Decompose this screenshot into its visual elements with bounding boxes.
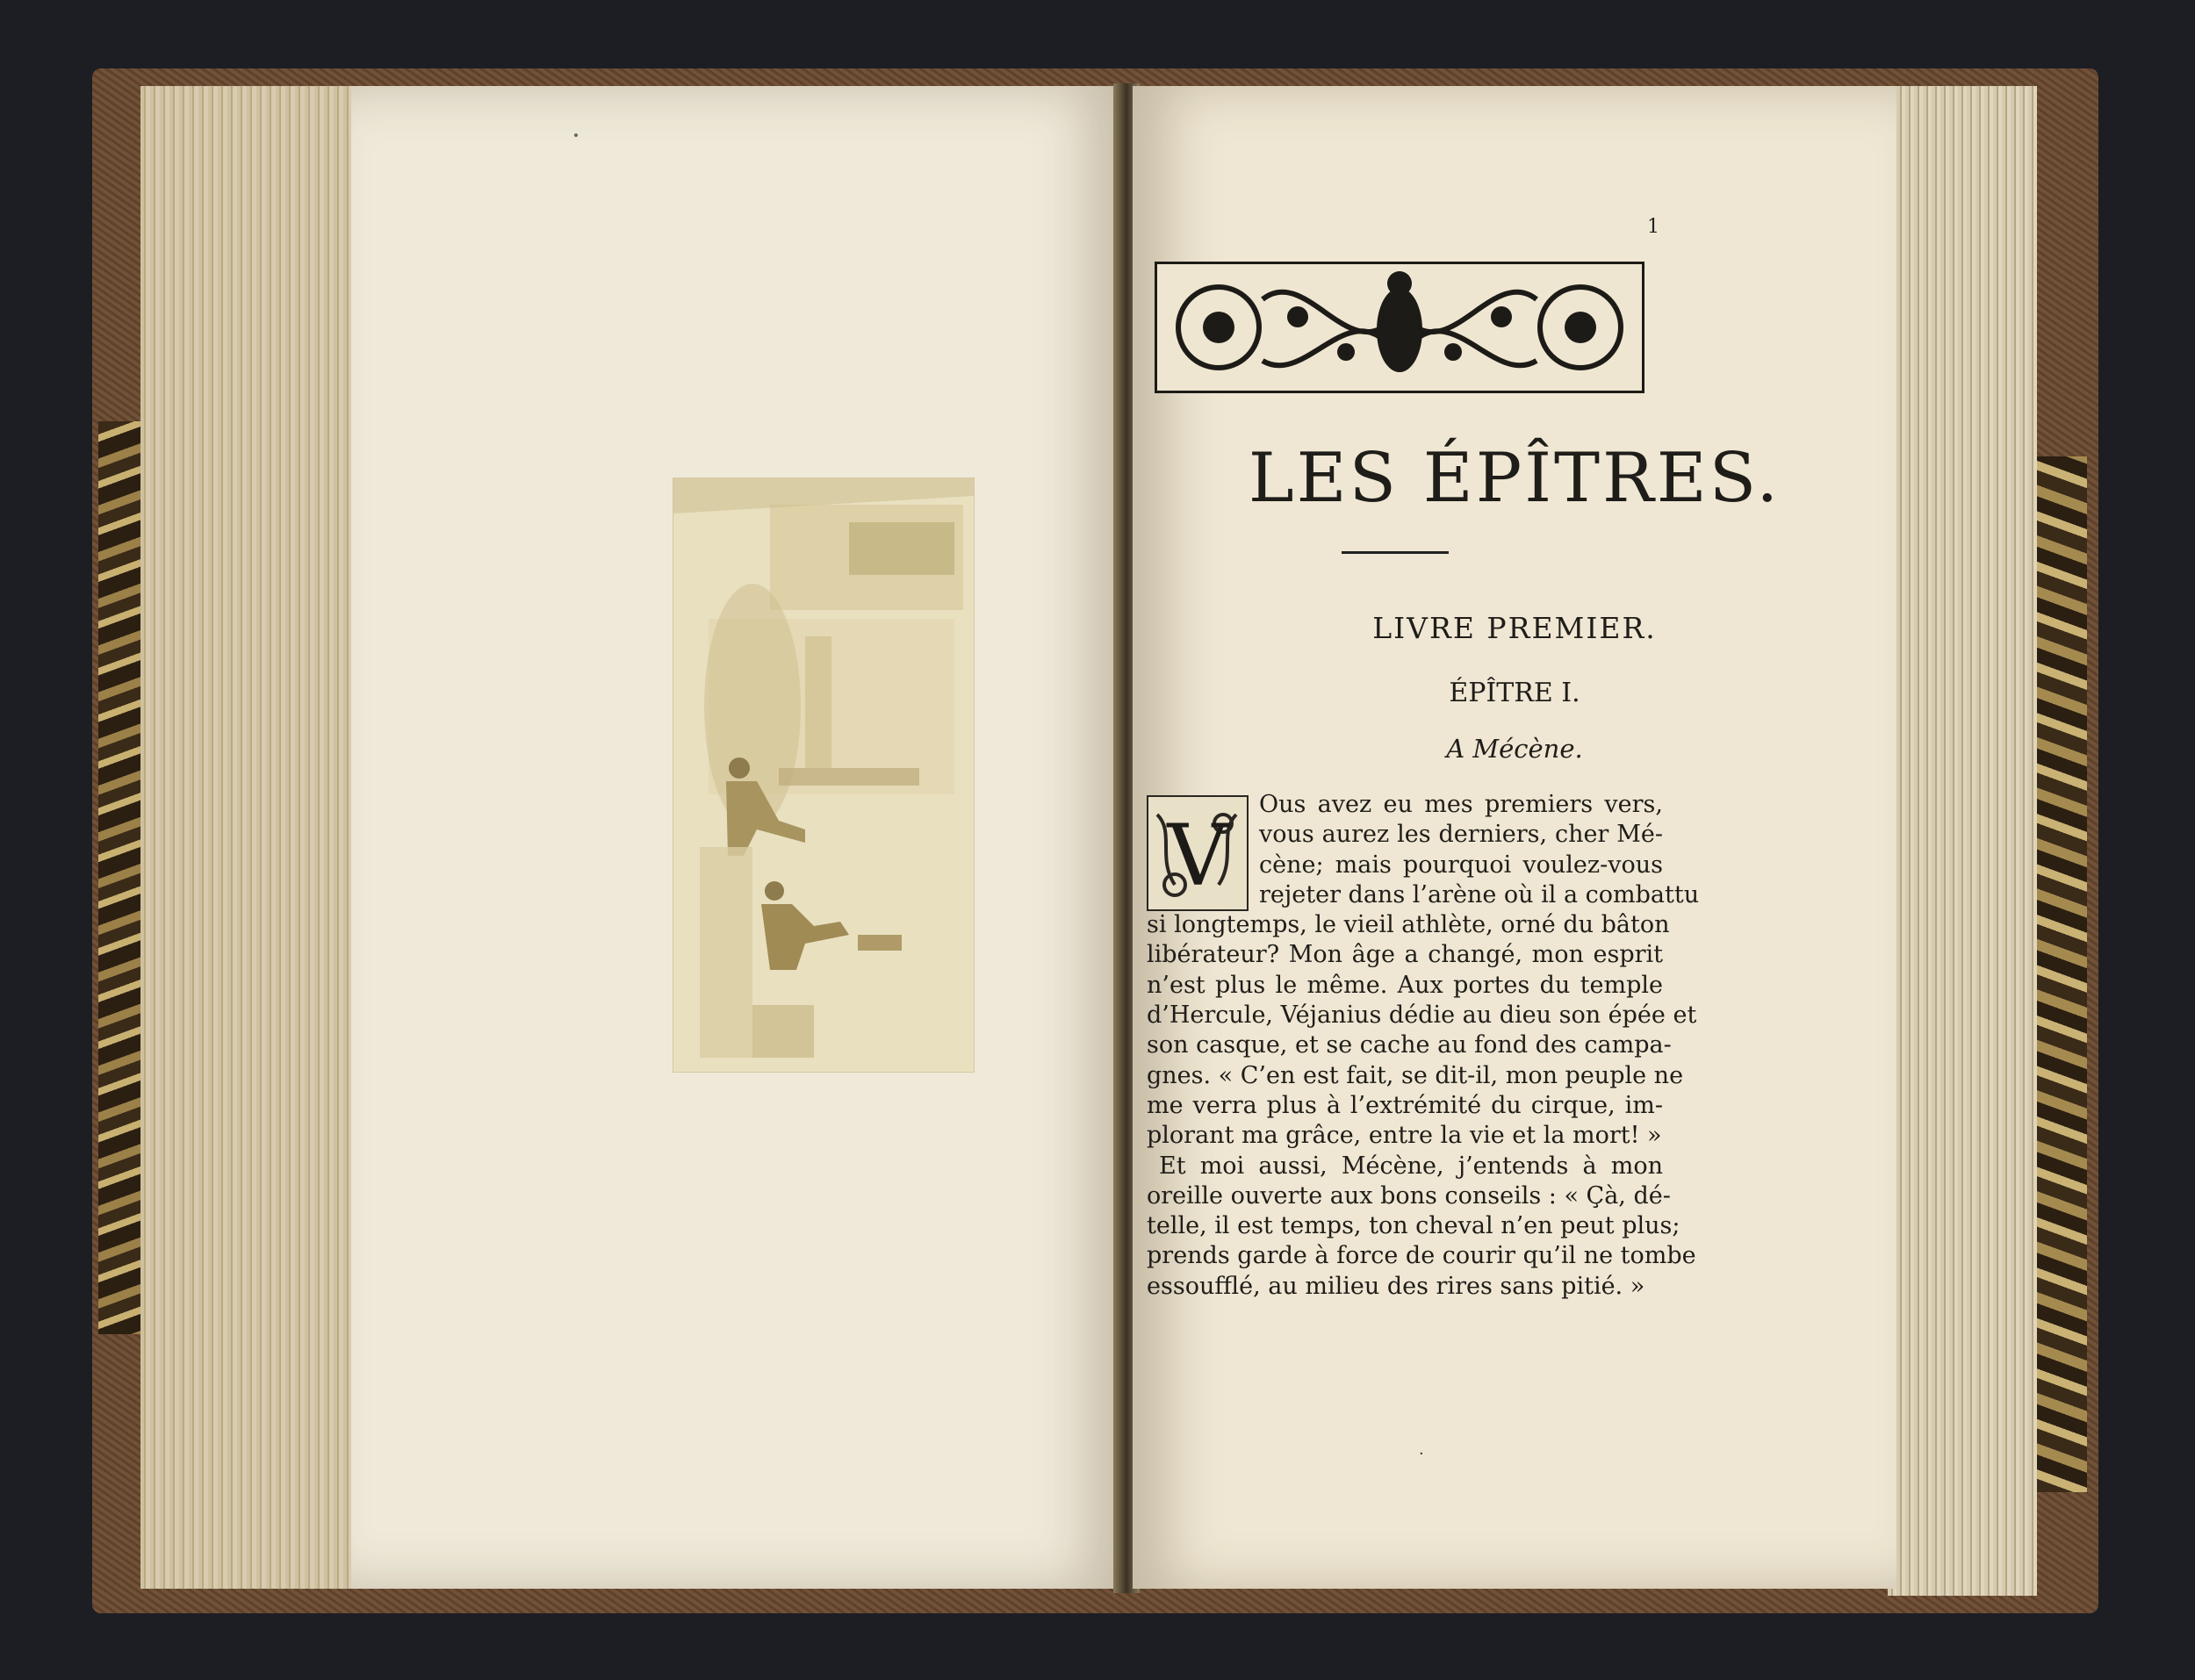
epistle-heading: ÉPÎTRE I.	[1449, 678, 1580, 708]
woodcut-headpiece	[1155, 262, 1644, 393]
garden-scene-illustration	[673, 478, 974, 1072]
text-line: me verra plus à l’extrémité du cirque, im-	[1147, 1091, 1663, 1119]
marbled-edge-right	[2033, 456, 2087, 1492]
drop-cap-letter: V	[1167, 807, 1228, 905]
book-heading: LIVRE PREMIER.	[1372, 611, 1657, 645]
book-title: LES ÉPÎTRES.	[1248, 439, 1781, 518]
marbled-edge-left	[98, 421, 147, 1334]
text-line: n’est plus le même. Aux portes du temple	[1147, 971, 1663, 999]
text-line: son casque, et se cache au fond des campa-	[1147, 1031, 1672, 1059]
text-line: rejeter dans l’arène où il a combattu	[1259, 880, 1700, 908]
text-line: oreille ouverte aux bons conseils : « Çà, dé-	[1147, 1181, 1671, 1210]
title-rule	[1342, 551, 1449, 554]
text-line: cène; mais pourquoi voulez-vous	[1259, 851, 1663, 879]
page-speck	[574, 133, 578, 137]
page-number: 1	[1647, 216, 1659, 238]
text-line: gnes. « C’en est fait, se dit-il, mon peuple ne	[1147, 1061, 1684, 1089]
ornament-graphic	[1157, 264, 1642, 391]
text-line: plorant ma grâce, entre la vie et la mort! »	[1147, 1122, 1662, 1150]
epistle-text	[1147, 790, 1700, 1302]
text-line: libérateur? Mon âge a changé, mon esprit	[1147, 941, 1663, 969]
text-line: d’Hercule, Véjanius dédie au dieu son épée et	[1147, 1002, 1697, 1030]
epistle-addressee: A Mécène.	[1446, 734, 1583, 764]
page-footer-mark: ·	[1419, 1445, 1424, 1463]
page-block-left	[140, 86, 356, 1589]
text-line: si longtemps, le vieil athlète, orné du bâton	[1147, 911, 1670, 939]
text-line: vous aurez les derniers, cher Mé-	[1259, 821, 1663, 849]
text-line: Ous avez eu mes premiers vers,	[1259, 791, 1663, 818]
mounted-albumen-photograph	[673, 477, 975, 1073]
page-block-right	[1888, 86, 2037, 1596]
text-line: prends garde à force de courir qu’il ne tombe	[1147, 1242, 1696, 1270]
text-line: essoufflé, au milieu des rires sans pitié. »	[1147, 1272, 1645, 1300]
text-line: telle, il est temps, ton cheval n’en peut plus;	[1147, 1212, 1680, 1240]
text-line: Et moi aussi, Mécène, j’entends à mon	[1159, 1152, 1663, 1180]
